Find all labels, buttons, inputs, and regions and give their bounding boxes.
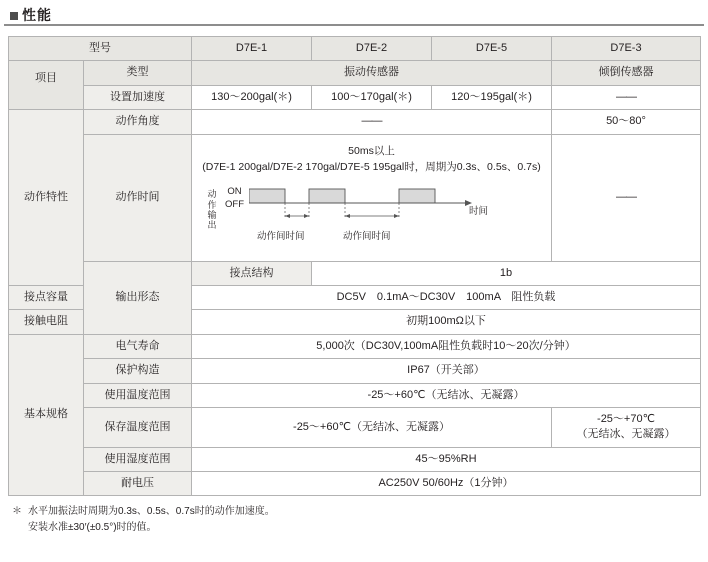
- electrical-life-value: 5,000次（DC30V,100mA阻性负载时10～20次/分钟）: [192, 334, 701, 358]
- row-label-operating-time: 动作时间: [84, 134, 192, 261]
- item-header-label: 项目: [9, 61, 84, 110]
- row-label-contact-capacity: 接点容量: [9, 285, 84, 309]
- page-title: [4, 0, 704, 26]
- row-label-contact-structure: 接点结构: [192, 261, 312, 285]
- storage-temperature-value: -25～+60℃（无结冰、无凝露）: [192, 407, 552, 447]
- table-row-set-acceleration: [9, 85, 701, 109]
- group-label-output-form: 输出形态: [84, 261, 192, 334]
- operating-time-note-line2: (D7E-1 200gal/D7E-2 170gal/D7E-5 195gal时，周期为0.3s、0.5s、0.7s): [202, 160, 541, 173]
- set-acceleration-d7e-1: 130～200gal(＊): [192, 85, 312, 109]
- operating-angle-vibration: ——: [192, 110, 552, 134]
- table-row-dielectric-strength: [9, 472, 701, 496]
- row-label-operating-temperature: 使用温度范围: [84, 383, 192, 407]
- waveform-level-labels: [225, 187, 244, 213]
- waveform-axis-label-line1: 动作: [207, 189, 217, 210]
- waveform-on-label: ON: [227, 186, 242, 198]
- model-d7e-2: D7E-2: [312, 37, 432, 61]
- page-title-text: 性能: [22, 7, 52, 23]
- table-row-type-header: [9, 61, 701, 85]
- storage-temperature-tilt-value: [552, 407, 701, 447]
- table-row-storage-temperature: [9, 407, 701, 447]
- table-row-operating-temperature: [9, 383, 701, 407]
- table-row-operating-angle: [9, 110, 701, 134]
- group-label-dynamic-characteristics: 动作特性: [9, 110, 84, 286]
- table-row-electrical-life: [9, 334, 701, 358]
- waveform-time-axis-label: 时间: [469, 206, 489, 218]
- type-vibration-sensor: 振动传感器: [192, 61, 552, 85]
- model-d7e-1: D7E-1: [192, 37, 312, 61]
- table-row-model-header: [9, 37, 701, 61]
- dielectric-strength-value: AC250V 50/60Hz（1分钟）: [192, 472, 701, 496]
- model-header-label: 型号: [9, 37, 192, 61]
- storage-temperature-tilt-line2: （无结冰、无凝露）: [576, 428, 676, 441]
- humidity-value: 45～95%RH: [192, 447, 701, 471]
- table-row-operating-time: [9, 134, 701, 261]
- footnote-mark: ＊: [12, 506, 22, 518]
- protection-value: IP67（开关部）: [192, 359, 701, 383]
- contact-structure-value: 1b: [312, 261, 701, 285]
- row-label-storage-temperature: 保存温度范围: [84, 407, 192, 447]
- operating-time-note: [197, 144, 546, 176]
- operating-temperature-value: -25～+60℃（无结冰、无凝露）: [192, 383, 701, 407]
- operating-angle-tilt: 50～80°: [552, 110, 701, 134]
- footnote-line-1: 水平加振法时周期为0.3s、0.5s、0.7s时的动作加速度。: [28, 506, 275, 518]
- group-label-basic-specs: 基本规格: [9, 334, 84, 496]
- set-acceleration-d7e-3: ——: [552, 85, 701, 109]
- timing-waveform: [205, 183, 546, 251]
- waveform-off-label: OFF: [225, 199, 244, 211]
- set-acceleration-d7e-5: 120～195gal(＊): [432, 85, 552, 109]
- table-row-contact-structure: [9, 261, 701, 285]
- row-label-electrical-life: 电气寿命: [84, 334, 192, 358]
- footnote-lines: [28, 504, 275, 536]
- contact-capacity-value: DC5V 0.1mA～DC30V 100mA 阻性负载: [192, 285, 701, 309]
- type-header-label: 类型: [84, 61, 192, 85]
- row-label-contact-resistance: 接触电阻: [9, 310, 84, 334]
- model-d7e-5: D7E-5: [432, 37, 552, 61]
- model-d7e-3: D7E-3: [552, 37, 701, 61]
- row-label-protection: 保护构造: [84, 359, 192, 383]
- waveform-axis-label-line2: 输出: [207, 210, 217, 231]
- type-tilt-sensor: 倾倒传感器: [552, 61, 701, 85]
- waveform-axis-label: [205, 189, 219, 230]
- row-label-humidity: 使用湿度范围: [84, 447, 192, 471]
- storage-temperature-tilt-line1: -25～+70℃: [597, 412, 655, 425]
- footnote-line-2: 安装水准±30′(±0.5°)时的值。: [28, 522, 157, 534]
- table-row-protection: [9, 359, 701, 383]
- waveform-interval-label-1: 动作间时间: [257, 231, 305, 243]
- row-label-dielectric-strength: 耐电压: [84, 472, 192, 496]
- set-acceleration-d7e-2: 100～170gal(＊): [312, 85, 432, 109]
- row-label-operating-angle: 动作角度: [84, 110, 192, 134]
- operating-time-tilt: ——: [552, 134, 701, 261]
- table-row-humidity: [9, 447, 701, 471]
- operating-time-note-line1: 50ms以上: [348, 144, 395, 157]
- footnote: [12, 504, 698, 536]
- operating-time-diagram-cell: [192, 134, 552, 261]
- title-marker-icon: [10, 12, 18, 20]
- contact-resistance-value: 初期100mΩ以下: [192, 310, 701, 334]
- row-label-set-acceleration: 设置加速度: [84, 85, 192, 109]
- specifications-table: [8, 36, 701, 496]
- waveform-interval-label-2: 动作间时间: [343, 231, 391, 243]
